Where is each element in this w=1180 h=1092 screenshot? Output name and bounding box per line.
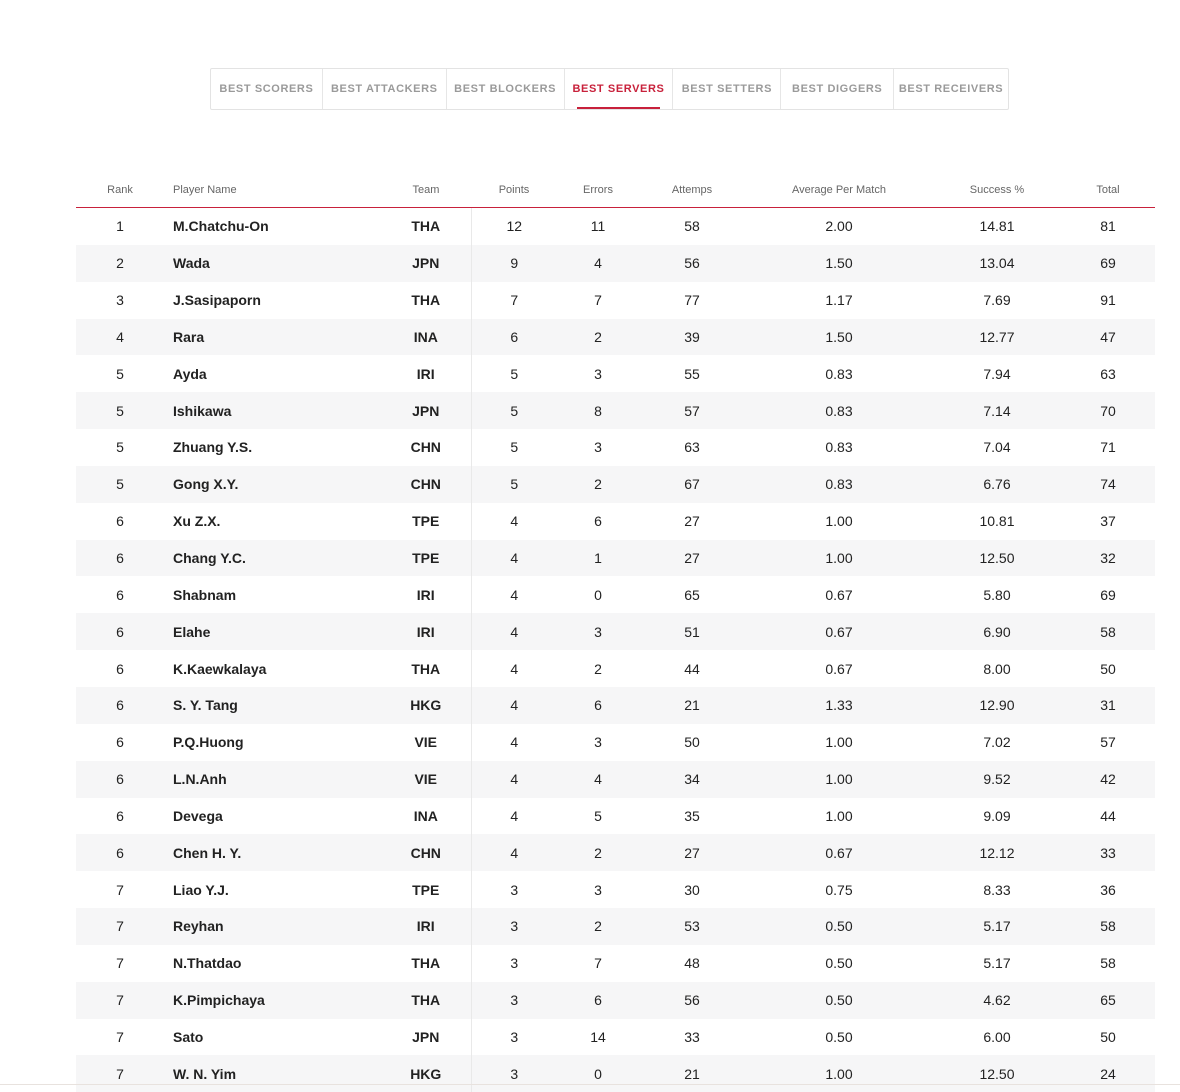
cell-team: HKG [381,687,471,724]
cell-success-percent: 13.04 [933,245,1061,282]
cell-average-per-match: 0.50 [745,945,933,982]
cell-total: 33 [1061,834,1155,871]
cell-attempts: 34 [639,761,745,798]
cell-points: 4 [471,724,557,761]
cell-errors: 2 [557,908,639,945]
cell-total: 58 [1061,613,1155,650]
cell-success-percent: 5.80 [933,576,1061,613]
cell-errors: 3 [557,724,639,761]
table-row [76,945,1155,982]
cell-total: 63 [1061,355,1155,392]
cell-success-percent: 6.90 [933,613,1061,650]
cell-team: HKG [381,1055,471,1092]
cell-team: TPE [381,503,471,540]
cell-errors: 3 [557,871,639,908]
cell-average-per-match: 0.67 [745,613,933,650]
table-row [76,650,1155,687]
table-row [76,282,1155,319]
best-servers-table [76,172,1155,1092]
cell-team: THA [381,208,471,245]
cell-success-percent: 14.81 [933,208,1061,245]
header-success-percent[interactable]: Success % [933,172,1061,208]
cell-total: 65 [1061,982,1155,1019]
cell-team: TPE [381,540,471,577]
cell-player-name: K.Pimpichaya [164,982,381,1019]
cell-points: 3 [471,908,557,945]
cell-attempts: 21 [639,1055,745,1092]
cell-average-per-match: 0.50 [745,1019,933,1056]
cell-attempts: 30 [639,871,745,908]
cell-total: 50 [1061,1019,1155,1056]
cell-average-per-match: 1.50 [745,319,933,356]
cell-team: JPN [381,392,471,429]
cell-rank: 6 [76,540,164,577]
tab-best-diggers[interactable]: BEST DIGGERS [781,69,894,109]
cell-errors: 4 [557,245,639,282]
cell-average-per-match: 1.00 [745,503,933,540]
cell-average-per-match: 0.67 [745,650,933,687]
cell-errors: 7 [557,945,639,982]
cell-attempts: 33 [639,1019,745,1056]
table-row [76,724,1155,761]
cell-attempts: 65 [639,576,745,613]
cell-player-name: Chen H. Y. [164,834,381,871]
cell-player-name: P.Q.Huong [164,724,381,761]
cell-team: TPE [381,871,471,908]
page-bottom-divider [0,1084,1180,1085]
cell-average-per-match: 1.00 [745,724,933,761]
cell-errors: 3 [557,613,639,650]
cell-total: 44 [1061,798,1155,835]
cell-total: 57 [1061,724,1155,761]
tab-best-receivers[interactable]: BEST RECEIVERS [894,69,1008,109]
cell-average-per-match: 0.83 [745,466,933,503]
cell-team: THA [381,650,471,687]
cell-team: IRI [381,576,471,613]
cell-errors: 6 [557,687,639,724]
cell-total: 31 [1061,687,1155,724]
header-average-per-match[interactable]: Average Per Match [745,172,933,208]
cell-points: 4 [471,613,557,650]
cell-points: 5 [471,392,557,429]
table-row [76,466,1155,503]
cell-average-per-match: 1.50 [745,245,933,282]
cell-success-percent: 7.14 [933,392,1061,429]
cell-rank: 7 [76,908,164,945]
cell-average-per-match: 1.33 [745,687,933,724]
cell-errors: 5 [557,798,639,835]
cell-success-percent: 7.69 [933,282,1061,319]
cell-points: 5 [471,466,557,503]
cell-rank: 6 [76,798,164,835]
cell-total: 58 [1061,945,1155,982]
cell-errors: 11 [557,208,639,245]
cell-total: 69 [1061,245,1155,282]
cell-rank: 1 [76,208,164,245]
cell-points: 4 [471,650,557,687]
cell-player-name: Zhuang Y.S. [164,429,381,466]
cell-rank: 6 [76,761,164,798]
cell-errors: 14 [557,1019,639,1056]
cell-average-per-match: 0.83 [745,429,933,466]
table-row [76,908,1155,945]
cell-team: THA [381,945,471,982]
cell-average-per-match: 2.00 [745,208,933,245]
cell-points: 3 [471,871,557,908]
cell-total: 37 [1061,503,1155,540]
cell-average-per-match: 1.00 [745,761,933,798]
header-row [76,172,1155,208]
cell-total: 81 [1061,208,1155,245]
cell-attempts: 58 [639,208,745,245]
cell-success-percent: 8.00 [933,650,1061,687]
cell-team: CHN [381,429,471,466]
cell-team: INA [381,798,471,835]
best-servers-table-container [76,172,1146,1092]
header-errors[interactable]: Errors [557,172,639,208]
tab-best-blockers[interactable]: BEST BLOCKERS [447,69,565,109]
cell-player-name: J.Sasipaporn [164,282,381,319]
header-player-name[interactable]: Player Name [164,172,381,208]
cell-total: 24 [1061,1055,1155,1092]
cell-attempts: 51 [639,613,745,650]
cell-errors: 6 [557,503,639,540]
table-row [76,540,1155,577]
cell-points: 4 [471,576,557,613]
table-row [76,761,1155,798]
cell-total: 91 [1061,282,1155,319]
cell-total: 32 [1061,540,1155,577]
cell-attempts: 27 [639,540,745,577]
cell-rank: 6 [76,834,164,871]
cell-errors: 1 [557,540,639,577]
cell-points: 5 [471,355,557,392]
cell-rank: 6 [76,613,164,650]
cell-player-name: K.Kaewkalaya [164,650,381,687]
header-attempts[interactable]: Attemps [639,172,745,208]
cell-player-name: W. N. Yim [164,1055,381,1092]
cell-total: 69 [1061,576,1155,613]
cell-team: CHN [381,466,471,503]
cell-attempts: 57 [639,392,745,429]
cell-average-per-match: 0.67 [745,576,933,613]
cell-total: 50 [1061,650,1155,687]
cell-points: 3 [471,1055,557,1092]
tab-best-setters[interactable]: BEST SETTERS [673,69,781,109]
cell-success-percent: 12.90 [933,687,1061,724]
cell-success-percent: 9.52 [933,761,1061,798]
cell-attempts: 53 [639,908,745,945]
cell-rank: 6 [76,650,164,687]
cell-team: IRI [381,355,471,392]
cell-points: 6 [471,319,557,356]
cell-success-percent: 12.12 [933,834,1061,871]
header-total[interactable]: Total [1061,172,1155,208]
cell-errors: 0 [557,1055,639,1092]
table-row [76,245,1155,282]
cell-player-name: Ayda [164,355,381,392]
cell-attempts: 77 [639,282,745,319]
cell-points: 4 [471,540,557,577]
cell-errors: 8 [557,392,639,429]
cell-team: IRI [381,908,471,945]
cell-attempts: 44 [639,650,745,687]
header-points[interactable]: Points [471,172,557,208]
cell-attempts: 48 [639,945,745,982]
cell-team: THA [381,982,471,1019]
cell-total: 58 [1061,908,1155,945]
cell-player-name: Ishikawa [164,392,381,429]
cell-rank: 3 [76,282,164,319]
cell-attempts: 21 [639,687,745,724]
table-row [76,208,1155,245]
cell-errors: 6 [557,982,639,1019]
cell-player-name: M.Chatchu-On [164,208,381,245]
cell-rank: 5 [76,429,164,466]
cell-attempts: 55 [639,355,745,392]
cell-attempts: 27 [639,834,745,871]
cell-points: 4 [471,761,557,798]
cell-success-percent: 6.76 [933,466,1061,503]
cell-errors: 3 [557,355,639,392]
cell-team: VIE [381,761,471,798]
cell-points: 9 [471,245,557,282]
cell-rank: 7 [76,945,164,982]
cell-player-name: Xu Z.X. [164,503,381,540]
table-row [76,687,1155,724]
cell-attempts: 27 [639,503,745,540]
cell-player-name: Chang Y.C. [164,540,381,577]
table-row [76,982,1155,1019]
cell-player-name: Liao Y.J. [164,871,381,908]
table-row [76,613,1155,650]
cell-rank: 5 [76,466,164,503]
cell-errors: 2 [557,319,639,356]
cell-player-name: Reyhan [164,908,381,945]
cell-team: THA [381,282,471,319]
cell-average-per-match: 0.67 [745,834,933,871]
tab-best-servers[interactable]: BEST SERVERS [565,69,674,109]
cell-average-per-match: 1.17 [745,282,933,319]
cell-success-percent: 10.81 [933,503,1061,540]
cell-points: 4 [471,687,557,724]
cell-player-name: Devega [164,798,381,835]
cell-success-percent: 8.33 [933,871,1061,908]
cell-player-name: Rara [164,319,381,356]
cell-rank: 7 [76,871,164,908]
cell-average-per-match: 1.00 [745,1055,933,1092]
cell-rank: 6 [76,687,164,724]
header-rank[interactable]: Rank [76,172,164,208]
cell-points: 4 [471,834,557,871]
cell-average-per-match: 0.83 [745,392,933,429]
cell-points: 3 [471,1019,557,1056]
table-row [76,392,1155,429]
cell-success-percent: 6.00 [933,1019,1061,1056]
cell-average-per-match: 1.00 [745,798,933,835]
tab-best-scorers[interactable]: BEST SCORERS [211,69,323,109]
cell-total: 70 [1061,392,1155,429]
cell-success-percent: 7.02 [933,724,1061,761]
cell-rank: 6 [76,576,164,613]
cell-team: JPN [381,1019,471,1056]
cell-points: 4 [471,503,557,540]
cell-attempts: 56 [639,245,745,282]
cell-total: 74 [1061,466,1155,503]
cell-errors: 3 [557,429,639,466]
cell-rank: 5 [76,355,164,392]
cell-team: INA [381,319,471,356]
cell-total: 36 [1061,871,1155,908]
cell-rank: 6 [76,724,164,761]
cell-success-percent: 12.50 [933,540,1061,577]
cell-success-percent: 12.77 [933,319,1061,356]
cell-points: 3 [471,982,557,1019]
table-body [76,208,1155,1092]
cell-points: 4 [471,798,557,835]
cell-success-percent: 4.62 [933,982,1061,1019]
cell-player-name: S. Y. Tang [164,687,381,724]
cell-rank: 7 [76,1055,164,1092]
table-row [76,798,1155,835]
cell-rank: 6 [76,503,164,540]
cell-rank: 7 [76,1019,164,1056]
cell-attempts: 67 [639,466,745,503]
table-row [76,319,1155,356]
table-row [76,355,1155,392]
cell-team: VIE [381,724,471,761]
cell-rank: 4 [76,319,164,356]
table-row [76,834,1155,871]
cell-attempts: 56 [639,982,745,1019]
table-row [76,1019,1155,1056]
cell-team: IRI [381,613,471,650]
table-row [76,1055,1155,1092]
cell-errors: 0 [557,576,639,613]
cell-player-name: Sato [164,1019,381,1056]
cell-success-percent: 5.17 [933,945,1061,982]
cell-errors: 2 [557,466,639,503]
table-row [76,429,1155,466]
table-row [76,871,1155,908]
cell-average-per-match: 1.00 [745,540,933,577]
cell-success-percent: 5.17 [933,908,1061,945]
cell-points: 12 [471,208,557,245]
cell-total: 47 [1061,319,1155,356]
cell-player-name: Wada [164,245,381,282]
header-team[interactable]: Team [381,172,471,208]
cell-player-name: Elahe [164,613,381,650]
cell-rank: 2 [76,245,164,282]
cell-rank: 7 [76,982,164,1019]
tab-best-attackers[interactable]: BEST ATTACKERS [323,69,447,109]
cell-points: 5 [471,429,557,466]
cell-player-name: N.Thatdao [164,945,381,982]
cell-attempts: 39 [639,319,745,356]
table-header [76,172,1155,208]
cell-errors: 4 [557,761,639,798]
cell-average-per-match: 0.75 [745,871,933,908]
cell-points: 7 [471,282,557,319]
cell-player-name: L.N.Anh [164,761,381,798]
cell-success-percent: 7.04 [933,429,1061,466]
cell-average-per-match: 0.83 [745,355,933,392]
cell-attempts: 50 [639,724,745,761]
cell-points: 3 [471,945,557,982]
cell-player-name: Shabnam [164,576,381,613]
cell-attempts: 63 [639,429,745,466]
cell-success-percent: 9.09 [933,798,1061,835]
stats-category-tabs [210,68,1009,110]
cell-player-name: Gong X.Y. [164,466,381,503]
cell-rank: 5 [76,392,164,429]
cell-errors: 2 [557,650,639,687]
cell-total: 71 [1061,429,1155,466]
table-row [76,503,1155,540]
cell-average-per-match: 0.50 [745,908,933,945]
cell-average-per-match: 0.50 [745,982,933,1019]
cell-success-percent: 12.50 [933,1055,1061,1092]
cell-team: CHN [381,834,471,871]
cell-errors: 2 [557,834,639,871]
cell-attempts: 35 [639,798,745,835]
cell-success-percent: 7.94 [933,355,1061,392]
cell-team: JPN [381,245,471,282]
table-row [76,576,1155,613]
cell-errors: 7 [557,282,639,319]
cell-total: 42 [1061,761,1155,798]
